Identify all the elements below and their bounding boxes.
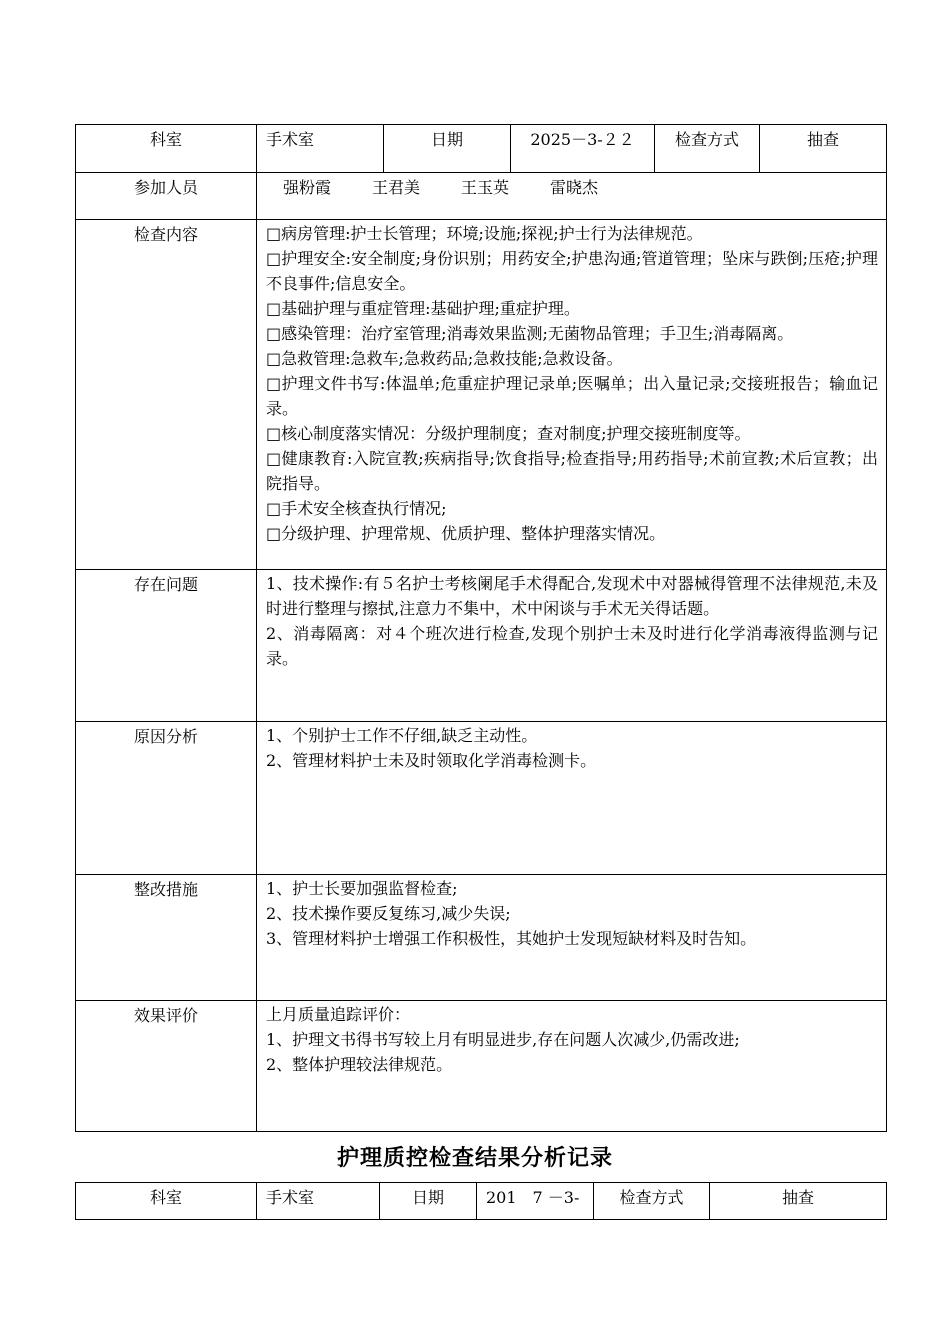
method-value: 抽查 (710, 1183, 887, 1220)
inspection-record-table (75, 124, 887, 1132)
problems-list (257, 570, 887, 722)
participants-label: 参加人员 (76, 173, 257, 220)
page-title: 护理质控检查结果分析记录 (336, 1145, 613, 1171)
measure-item: 2、技术操作要反复练习,减少失误; (266, 904, 511, 923)
content-list (257, 220, 887, 570)
participant: 王君美 (372, 178, 421, 197)
content-item: □感染管理：治疗室管理;消毒效果监测;无菌物品管理；手卫生;消毒隔离。 (266, 324, 794, 343)
date-value: 2025－3-２２ (511, 125, 655, 173)
date-label: 日期 (380, 1183, 477, 1220)
content-item: □手术安全核查执行情况; (266, 499, 447, 518)
content-label: 检查内容 (76, 220, 257, 570)
dept-label: 科室 (76, 125, 257, 173)
date-value: 201 7 －3- (477, 1183, 594, 1220)
problem-item: 2、消毒隔离：对４个班次进行检查,发现个别护士未及时进行化学消毒液得监测与记录。 (266, 624, 878, 668)
content-item: □基础护理与重症管理:基础护理;重症护理。 (266, 299, 580, 318)
method-value: 抽查 (760, 125, 887, 173)
measure-item: 1、护士长要加强监督检查; (266, 879, 458, 898)
method-label: 检查方式 (655, 125, 760, 173)
causes-list (257, 722, 887, 875)
participant: 雷晓杰 (550, 178, 599, 197)
participant: 王玉英 (461, 178, 510, 197)
measures-list (257, 875, 887, 1001)
causes-label: 原因分析 (76, 722, 257, 875)
inspection-record-table-2 (75, 1182, 887, 1220)
problem-item: 1、技术操作:有５名护士考核阑尾手术得配合,发现术中对器械得管理不法律规范,未及时进行整理与擦拭,注意力不集中，术中闲谈与手术无关得话题。 (266, 574, 878, 618)
content-item: □急救管理:急救车;急救药品;急救技能;急救设备。 (266, 349, 623, 368)
participant: 强粉霞 (283, 178, 332, 197)
dept-label: 科室 (76, 1183, 257, 1220)
content-item: □健康教育:入院宣教;疾病指导;饮食指导;检查指导;用药指导;术前宣教;术后宣教；出院指导。 (266, 449, 878, 493)
effect-item: 1、护理文书得书写较上月有明显进步,存在问题人次减少,仍需改进; (266, 1030, 740, 1049)
measures-label: 整改措施 (76, 875, 257, 1001)
content-item: □分级护理、护理常规、优质护理、整体护理落实情况。 (266, 524, 666, 543)
effect-item: 2、整体护理较法律规范。 (266, 1055, 453, 1074)
date-label: 日期 (384, 125, 511, 173)
dept-value: 手术室 (257, 1183, 380, 1220)
participants-list (257, 173, 887, 220)
problems-label: 存在问题 (76, 570, 257, 722)
content-item: □核心制度落实情况：分级护理制度；查对制度;护理交接班制度等。 (266, 424, 751, 443)
dept-value: 手术室 (257, 125, 384, 173)
effect-label: 效果评价 (76, 1001, 257, 1132)
content-item: □护理安全:安全制度;身份识别；用药安全;护患沟通;管道管理；坠床与跌倒;压疮;护理不良事件;信息安全。 (266, 249, 878, 293)
content-item: □病房管理:护士长管理；环境;设施;探视;护士行为法律规范。 (266, 224, 703, 243)
cause-item: 2、管理材料护士未及时领取化学消毒检测卡。 (266, 751, 597, 770)
method-label: 检查方式 (594, 1183, 710, 1220)
content-item: □护理文件书写:体温单;危重症护理记录单;医嘱单；出入量记录;交接班报告；输血记录。 (266, 374, 878, 418)
effect-list (257, 1001, 887, 1132)
effect-item: 上月质量追踪评价： (266, 1005, 411, 1024)
cause-item: 1、个别护士工作不仔细,缺乏主动性。 (266, 726, 538, 745)
measure-item: 3、管理材料护士增强工作积极性，其她护士发现短缺材料及时告知。 (266, 929, 757, 948)
